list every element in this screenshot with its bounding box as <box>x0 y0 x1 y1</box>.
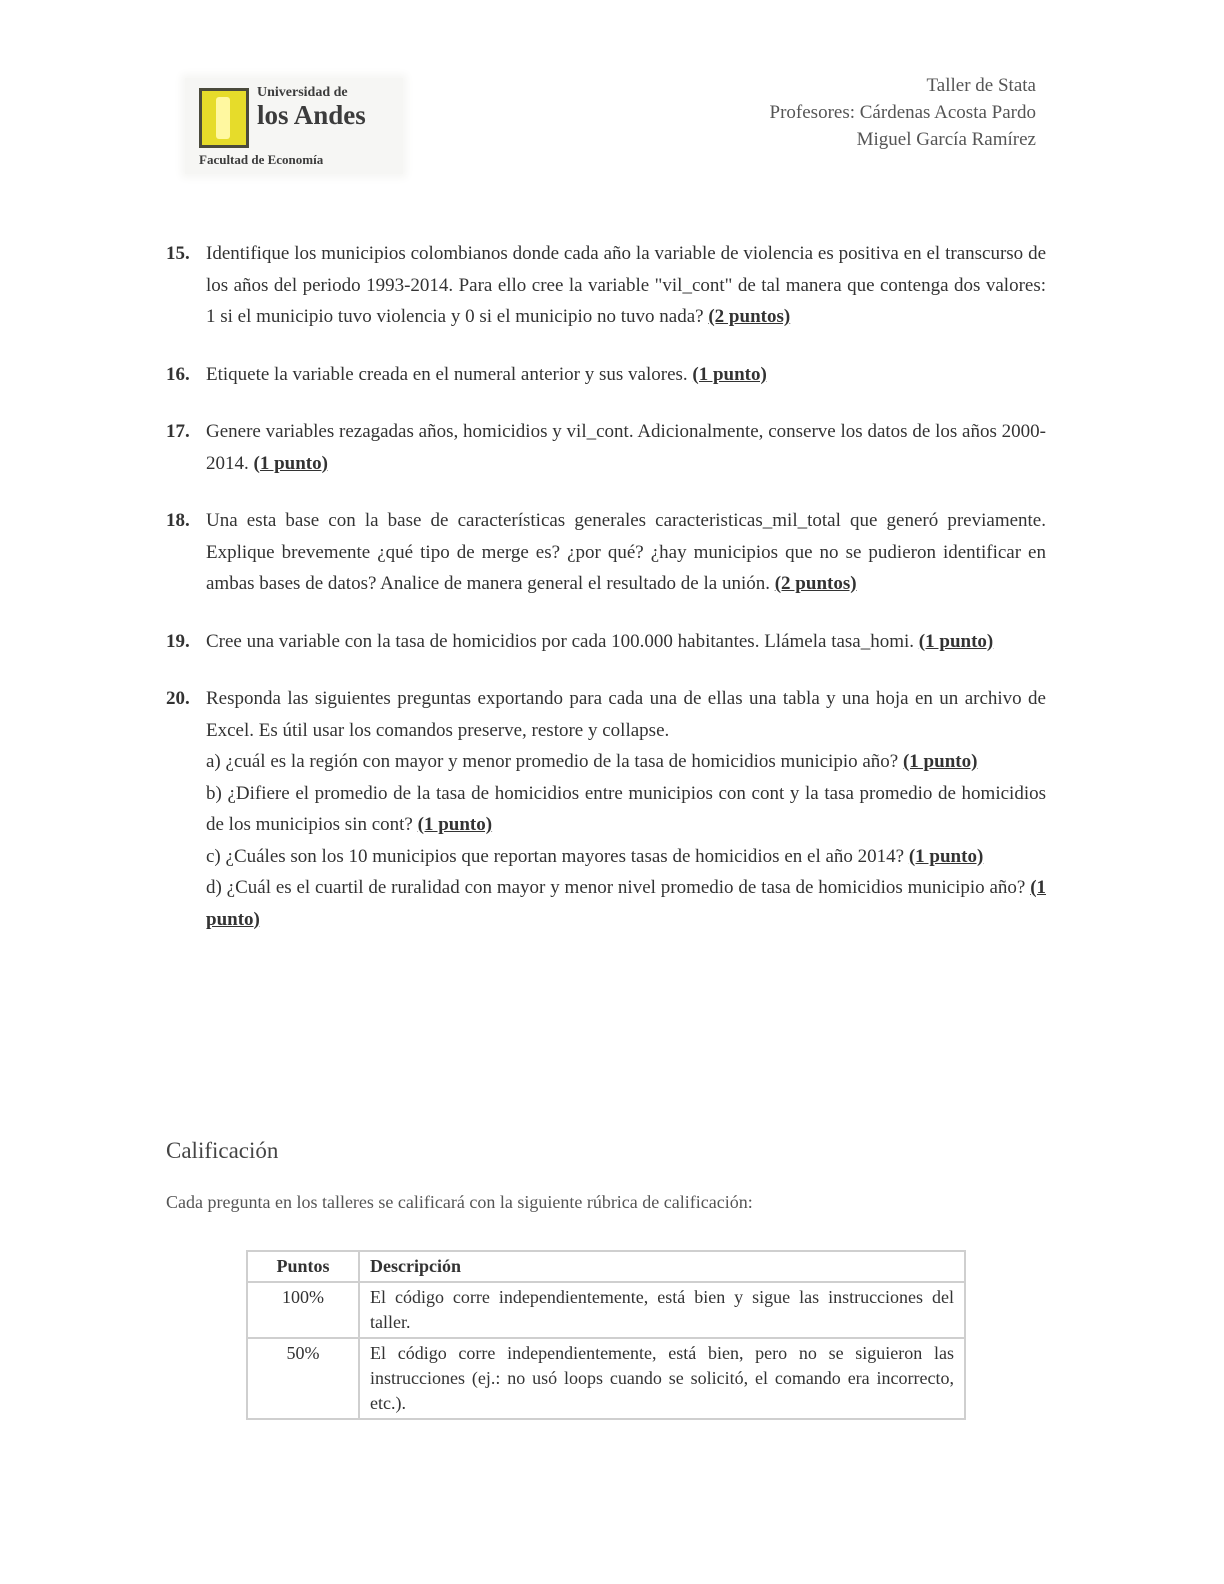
question-list <box>166 238 1046 961</box>
grading-rubric-table <box>246 1250 966 1420</box>
question-number: 16. <box>166 363 190 385</box>
table-row <box>247 1282 965 1338</box>
assistant-name: Miguel García Ramírez <box>856 129 1036 150</box>
row-description: El código corre independientemente, está bien, pero no se siguieron las instrucciones (ej.: no usó loops cuando se solicitó, el comando era incorrecto, etc.). <box>359 1338 965 1419</box>
question-19 <box>166 626 1046 658</box>
table-header-row <box>247 1251 965 1282</box>
question-text: Identifique los municipios colombianos donde cada año la variable de violencia es positiva en el transcurso de los años del periodo 1993-2014. Para ello cree la variable "vil_cont" de tal manera que contenga dos valores: 1 si el municipio tuvo violencia y 0 si el municipio no tuvo nada? <box>206 243 1046 327</box>
question-number: 19. <box>166 630 190 652</box>
row-description: El código corre independientemente, está bien y sigue las instrucciones del taller. <box>359 1282 965 1338</box>
question-text: Etiquete la variable creada en el numeral anterior y sus valores. <box>206 363 688 385</box>
question-number: 15. <box>166 243 190 264</box>
question-text: Responda las siguientes preguntas exportando para cada una de ellas una tabla y una hoja en un archivo de Excel. Es útil usar los comandos preserve, restore y collapse. <box>206 688 1046 741</box>
question-text: Genere variables rezagadas años, homicidios y vil_cont. Adicionalmente, conserve los datos de los años 2000-2014. <box>206 421 1046 474</box>
table-row <box>247 1338 965 1419</box>
subpart-text: a) ¿cuál es la región con mayor y menor promedio de la tasa de homicidios municipio año? <box>206 751 899 772</box>
question-number: 17. <box>166 421 190 442</box>
question-points: (1 punto) <box>253 452 328 474</box>
question-points: (1 punto) <box>918 630 994 652</box>
subpart-points: (1 punto) <box>908 845 984 867</box>
shield-icon <box>199 88 249 148</box>
question-points: (1 punto) <box>692 363 767 385</box>
logo-text: Universidad de los Andes <box>257 85 366 130</box>
column-header-description: Descripción <box>359 1251 965 1282</box>
row-points: 50% <box>247 1338 359 1419</box>
subpart-text: b) ¿Difiere el promedio de la tasa de homicidios entre municipios con cont y la tasa promedio de homicidios de los municipios sin cont? <box>206 782 1046 835</box>
question-points: (2 puntos) <box>774 573 857 594</box>
subpart-text: d) ¿Cuál es el cuartil de ruralidad con mayor y menor nivel promedio de tasa de homicidios municipio año? <box>206 877 1026 898</box>
question-subpart-a <box>206 746 1046 778</box>
subpart-points: (1 punto) <box>417 814 493 835</box>
question-18 <box>166 505 1046 600</box>
question-number: 18. <box>166 510 190 531</box>
subpart-points: (1 punto) <box>206 877 1047 930</box>
question-subpart-d <box>206 872 1046 935</box>
question-20 <box>166 683 1046 935</box>
question-15 <box>166 238 1046 333</box>
question-text: Una esta base con la base de características generales caracteristicas_mil_total que generó previamente. Explique brevemente ¿qué tipo de merge es? ¿por qué? ¿hay municipios que no se pudieron identificar en ambas bases de datos? Analice de manera general el resultado de la unión. <box>206 510 1046 594</box>
question-subpart-b <box>206 778 1046 841</box>
question-subpart-c <box>206 841 1046 873</box>
question-17 <box>166 416 1046 479</box>
question-points: (2 puntos) <box>708 306 791 327</box>
grading-intro: Cada pregunta en los talleres se calificará con la siguiente rúbrica de calificación: <box>166 1192 753 1212</box>
professor-names: Profesores: Cárdenas Acosta Pardo <box>769 102 1036 123</box>
subpart-points: (1 punto) <box>902 751 978 772</box>
grading-title: Calificación <box>166 1138 279 1163</box>
university-logo <box>185 78 403 174</box>
subpart-text: c) ¿Cuáles son los 10 municipios que reportan mayores tasas de homicidios en el año 2014? <box>206 845 905 867</box>
question-text: Cree una variable con la tasa de homicidios por cada 100.000 habitantes. Llámela tasa_homi. <box>206 630 915 652</box>
question-number: 20. <box>166 688 190 709</box>
column-header-points: Puntos <box>247 1251 359 1282</box>
course-name: Taller de Stata <box>926 75 1036 96</box>
logo-faculty: Facultad de Economía <box>199 152 324 167</box>
question-16 <box>166 359 1046 391</box>
document-header <box>770 72 1036 153</box>
row-points: 100% <box>247 1282 359 1338</box>
